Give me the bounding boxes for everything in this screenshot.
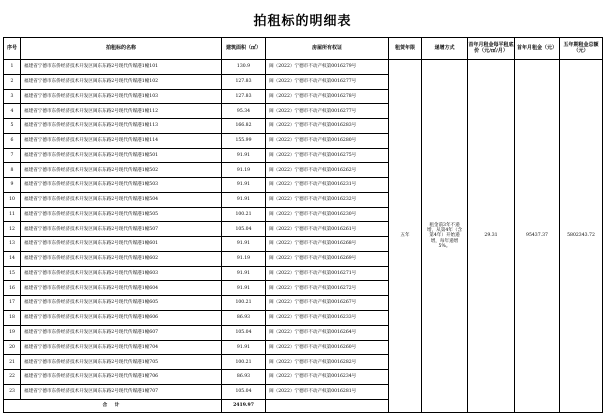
merged-monthly-price: 29.31: [468, 60, 515, 413]
merged-method: 租金前3年不递增，从第4年（含第4年）开始递增，每年递增5%。: [422, 60, 468, 413]
merged-term: 五年: [389, 60, 422, 413]
row-name: 福建省宁德市东侨经济技术开发区闽东东路2号现代传媒港1幢507: [21, 222, 222, 237]
table-row: [4, 60, 603, 75]
header-method: 递增方式: [422, 38, 468, 60]
row-area: 91.91: [222, 178, 266, 193]
row-name: 福建省宁德市东侨经济技术开发区闽东东路2号现代传媒港1幢601: [21, 237, 222, 252]
row-area: 91.91: [222, 237, 266, 252]
total-area: 2419.97: [222, 399, 266, 412]
row-name: 福建省宁德市东侨经济技术开发区闽东东路2号现代传媒港1幢502: [21, 163, 222, 178]
header-area: 建筑面积（㎡）: [222, 38, 266, 60]
total-label: 合 计: [4, 399, 222, 412]
row-cert: 闽（2022）宁德市不动产权第0016260号: [266, 340, 389, 355]
table-header-row: [4, 38, 603, 60]
row-no: 23: [4, 384, 21, 399]
header-term: 租赁年限: [389, 38, 422, 60]
row-no: 8: [4, 163, 21, 178]
row-area: 100.21: [222, 355, 266, 370]
row-name: 福建省宁德市东侨经济技术开发区闽东东路2号现代传媒港1幢605: [21, 296, 222, 311]
row-no: 10: [4, 192, 21, 207]
row-cert: 闽（2022）宁德市不动产权第0016231号: [266, 178, 389, 193]
row-cert: 闽（2022）宁德市不动产权第0016268号: [266, 237, 389, 252]
row-no: 3: [4, 89, 21, 104]
row-cert: 闽（2022）宁德市不动产权第0016269号: [266, 251, 389, 266]
row-name: 福建省宁德市东侨经济技术开发区闽东东路2号现代传媒港1幢504: [21, 192, 222, 207]
row-name: 福建省宁德市东侨经济技术开发区闽东东路2号现代传媒港1幢603: [21, 266, 222, 281]
total-cert-empty: [266, 399, 389, 412]
row-name: 福建省宁德市东侨经济技术开发区闽东东路2号现代传媒港1幢103: [21, 89, 222, 104]
row-area: 127.83: [222, 74, 266, 89]
row-cert: 闽（2022）宁德市不动产权第0016233号: [266, 311, 389, 326]
row-no: 18: [4, 311, 21, 326]
header-no: 序号: [4, 38, 21, 60]
row-cert: 闽（2022）宁德市不动产权第0016234号: [266, 370, 389, 385]
row-name: 福建省宁德市东侨经济技术开发区闽东东路2号现代传媒港1幢505: [21, 207, 222, 222]
merged-monthly-rent: 95437.37: [515, 60, 560, 413]
row-name: 福建省宁德市东侨经济技术开发区闽东东路2号现代传媒港1幢604: [21, 281, 222, 296]
row-name: 福建省宁德市东侨经济技术开发区闽东东路2号现代传媒港1幢112: [21, 104, 222, 119]
header-five-year-total: 五年期租金总额（元）: [560, 38, 603, 60]
row-no: 17: [4, 296, 21, 311]
row-no: 6: [4, 133, 21, 148]
row-name: 福建省宁德市东侨经济技术开发区闽东东路2号现代传媒港1幢101: [21, 60, 222, 75]
row-cert: 闽（2022）宁德市不动产权第0016282号: [266, 355, 389, 370]
row-area: 91.91: [222, 266, 266, 281]
row-no: 9: [4, 178, 21, 193]
row-no: 22: [4, 370, 21, 385]
row-name: 福建省宁德市东侨经济技术开发区闽东东路2号现代传媒港1幢113: [21, 119, 222, 134]
rental-detail-table: [3, 37, 603, 413]
row-area: 166.82: [222, 119, 266, 134]
row-area: 130.9: [222, 60, 266, 75]
row-no: 20: [4, 340, 21, 355]
row-cert: 闽（2022）宁德市不动产权第0016281号: [266, 384, 389, 399]
merged-five-year-total: 5802343.72: [560, 60, 603, 413]
row-cert: 闽（2022）宁德市不动产权第0016232号: [266, 192, 389, 207]
row-no: 5: [4, 119, 21, 134]
row-area: 91.91: [222, 340, 266, 355]
row-area: 91.19: [222, 163, 266, 178]
row-cert: 闽（2022）宁德市不动产权第0016230号: [266, 207, 389, 222]
row-cert: 闽（2022）宁德市不动产权第0016280号: [266, 133, 389, 148]
row-area: 105.04: [222, 222, 266, 237]
row-no: 15: [4, 266, 21, 281]
row-area: 91.91: [222, 192, 266, 207]
row-area: 95.34: [222, 104, 266, 119]
row-cert: 闽（2022）宁德市不动产权第0016262号: [266, 163, 389, 178]
row-cert: 闽（2022）宁德市不动产权第0016277号: [266, 104, 389, 119]
row-cert: 闽（2022）宁德市不动产权第0016279号: [266, 60, 389, 75]
row-cert: 闽（2022）宁德市不动产权第0016264号: [266, 325, 389, 340]
row-area: 91.91: [222, 148, 266, 163]
row-cert: 闽（2022）宁德市不动产权第0016267号: [266, 296, 389, 311]
header-monthly-rent: 首年月租金（元）: [515, 38, 560, 60]
row-no: 1: [4, 60, 21, 75]
row-name: 福建省宁德市东侨经济技术开发区闽东东路2号现代传媒港1幢503: [21, 178, 222, 193]
row-area: 100.21: [222, 207, 266, 222]
row-cert: 闽（2022）宁德市不动产权第0016277号: [266, 74, 389, 89]
page-title: 拍租标的明细表: [253, 14, 352, 29]
row-no: 2: [4, 74, 21, 89]
row-area: 91.91: [222, 281, 266, 296]
row-area: 105.04: [222, 384, 266, 399]
row-name: 福建省宁德市东侨经济技术开发区闽东东路2号现代传媒港1幢602: [21, 251, 222, 266]
row-name: 福建省宁德市东侨经济技术开发区闽东东路2号现代传媒港1幢707: [21, 384, 222, 399]
row-cert: 闽（2022）宁德市不动产权第0016272号: [266, 281, 389, 296]
row-no: 19: [4, 325, 21, 340]
row-no: 12: [4, 222, 21, 237]
row-no: 4: [4, 104, 21, 119]
row-area: 105.04: [222, 325, 266, 340]
row-area: 155.99: [222, 133, 266, 148]
row-area: 100.21: [222, 296, 266, 311]
header-monthly-price: 首年月租金每平租底价（元/㎡/月）: [468, 38, 515, 60]
row-cert: 闽（2022）宁德市不动产权第0016275号: [266, 148, 389, 163]
row-name: 福建省宁德市东侨经济技术开发区闽东东路2号现代传媒港1幢706: [21, 370, 222, 385]
row-cert: 闽（2022）宁德市不动产权第0016278号: [266, 89, 389, 104]
row-area: 86.93: [222, 370, 266, 385]
row-no: 14: [4, 251, 21, 266]
row-name: 福建省宁德市东侨经济技术开发区闽东东路2号现代传媒港1幢114: [21, 133, 222, 148]
row-name: 福建省宁德市东侨经济技术开发区闽东东路2号现代传媒港1幢501: [21, 148, 222, 163]
row-name: 福建省宁德市东侨经济技术开发区闽东东路2号现代传媒港1幢705: [21, 355, 222, 370]
row-area: 91.19: [222, 251, 266, 266]
row-name: 福建省宁德市东侨经济技术开发区闽东东路2号现代传媒港1幢607: [21, 325, 222, 340]
row-name: 福建省宁德市东侨经济技术开发区闽东东路2号现代传媒港1幢704: [21, 340, 222, 355]
row-no: 21: [4, 355, 21, 370]
header-cert: 房屋所有权证: [266, 38, 389, 60]
row-area: 86.93: [222, 311, 266, 326]
row-cert: 闽（2022）宁德市不动产权第0016283号: [266, 119, 389, 134]
row-cert: 闽（2022）宁德市不动产权第0016271号: [266, 266, 389, 281]
row-no: 16: [4, 281, 21, 296]
row-no: 11: [4, 207, 21, 222]
row-area: 127.83: [222, 89, 266, 104]
row-name: 福建省宁德市东侨经济技术开发区闽东东路2号现代传媒港1幢102: [21, 74, 222, 89]
header-name: 拍租标的名称: [21, 38, 222, 60]
row-no: 7: [4, 148, 21, 163]
row-cert: 闽（2022）宁德市不动产权第0016261号: [266, 222, 389, 237]
row-no: 13: [4, 237, 21, 252]
row-name: 福建省宁德市东侨经济技术开发区闽东东路2号现代传媒港1幢606: [21, 311, 222, 326]
